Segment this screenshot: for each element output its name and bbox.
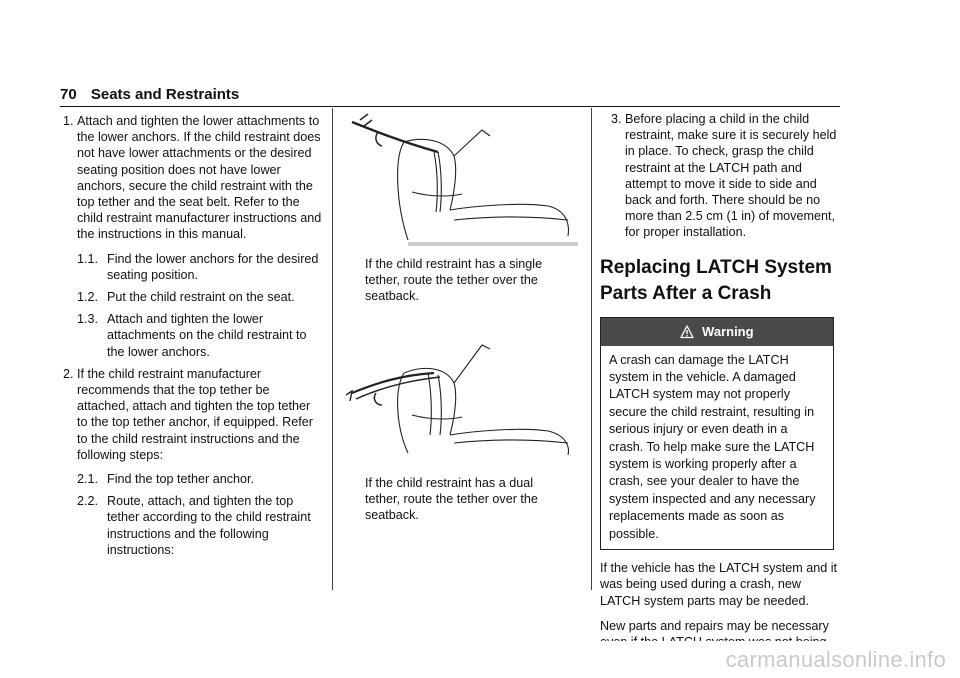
substep-text: Find the top tether anchor.: [107, 472, 255, 487]
column-divider-right: [591, 108, 592, 590]
substep-text: Find the lower anchors for the desired seating position.: [107, 251, 319, 282]
step-1: [60, 113, 322, 243]
warning-text: A crash can damage the LATCH system in the vehicle. A damaged LATCH system may not properly secure the child restraint, resulting in serious injury or even death in a crash. To help make sure the LATCH system is working properly after a crash, see your dealer to have the system inspected and any necessary replacements made as soon as possible.: [609, 352, 816, 541]
substep-2-2: [60, 493, 322, 558]
substep-text: Route, attach, and tighten the top tether according to the child restraint instructions and the following instructions:: [107, 494, 311, 557]
substep-text: Attach and tighten the lower attachments on the child restraint to the lower anchors.: [107, 312, 307, 359]
paragraph-2: New parts and repairs may be necessary: [600, 618, 829, 633]
column-3: [600, 111, 838, 675]
substep-number: 2.2.: [77, 494, 99, 509]
step-3-number: 3.: [611, 112, 622, 126]
substep-1-2: [60, 289, 322, 305]
dual-tether-caption: If the child restraint has a dual tether, route the tether over the seatback.: [365, 475, 538, 523]
substep-number: 1.3.: [77, 312, 99, 327]
single-tether-caption: If the child restraint has a single tether, route the tether over the seatback.: [365, 257, 543, 304]
step-3-text: Before placing a child in the child restraint, make sure it is securely held in place. To check, grasp the child restraint at the LATCH path and attempt to move it side to side and back and forth. There should be no more than 2.5 cm (1 in) of movement, for proper installation.: [625, 112, 837, 240]
single-tether-illustration: [342, 112, 578, 246]
substep-1-3: [60, 311, 322, 360]
step-2: [60, 366, 322, 463]
warning-title: Warning: [702, 323, 754, 339]
column-1: [60, 113, 322, 564]
substep-number: 1.2.: [77, 290, 99, 305]
step-2-number: 2.: [63, 366, 74, 381]
page-number: 70: [60, 86, 77, 103]
warning-header: [601, 318, 833, 346]
column-2: [342, 112, 582, 523]
column-divider-left: [332, 108, 333, 590]
substep-number: 2.1.: [77, 472, 99, 487]
substep-1-1: [60, 251, 322, 283]
step-1-text: Attach and tighten the lower attachments to the lower anchors. If the child restraint does not have lower attachments or the desired seating position does not have lower anchors, secure the child restraint with the top tether and the seat belt. Refer to the child restraint manufacturer instructions and the instructions in this manual.: [77, 114, 322, 242]
step-3: [608, 111, 838, 241]
section-title: Seats and Restraints: [90, 86, 240, 103]
paragraph-1: If the vehicle has the LATCH system and it was being used during a crash, new LATCH system parts may be needed.: [600, 561, 838, 608]
page-header: [60, 86, 239, 103]
warning-icon: [680, 325, 694, 339]
dual-tether-illustration: [342, 343, 578, 455]
substep-text: Put the child restraint on the seat.: [107, 290, 295, 305]
substep-2-1: [60, 471, 322, 487]
substep-number: 1.1.: [77, 251, 99, 266]
header-rule: [60, 106, 840, 107]
step-1-number: 1.: [63, 114, 74, 128]
warning-box: [600, 317, 834, 550]
step-2-text: If the child restraint manufacturer recommends that the top tether be attached, attach and tighten the top tether to the top tether anchor, if equipped. Refer to the child restraint instructions and the following steps:: [77, 366, 313, 462]
watermark: carmanualsonline.info: [725, 647, 946, 672]
section-heading: Replacing LATCH System Parts After a Crash: [600, 256, 832, 304]
